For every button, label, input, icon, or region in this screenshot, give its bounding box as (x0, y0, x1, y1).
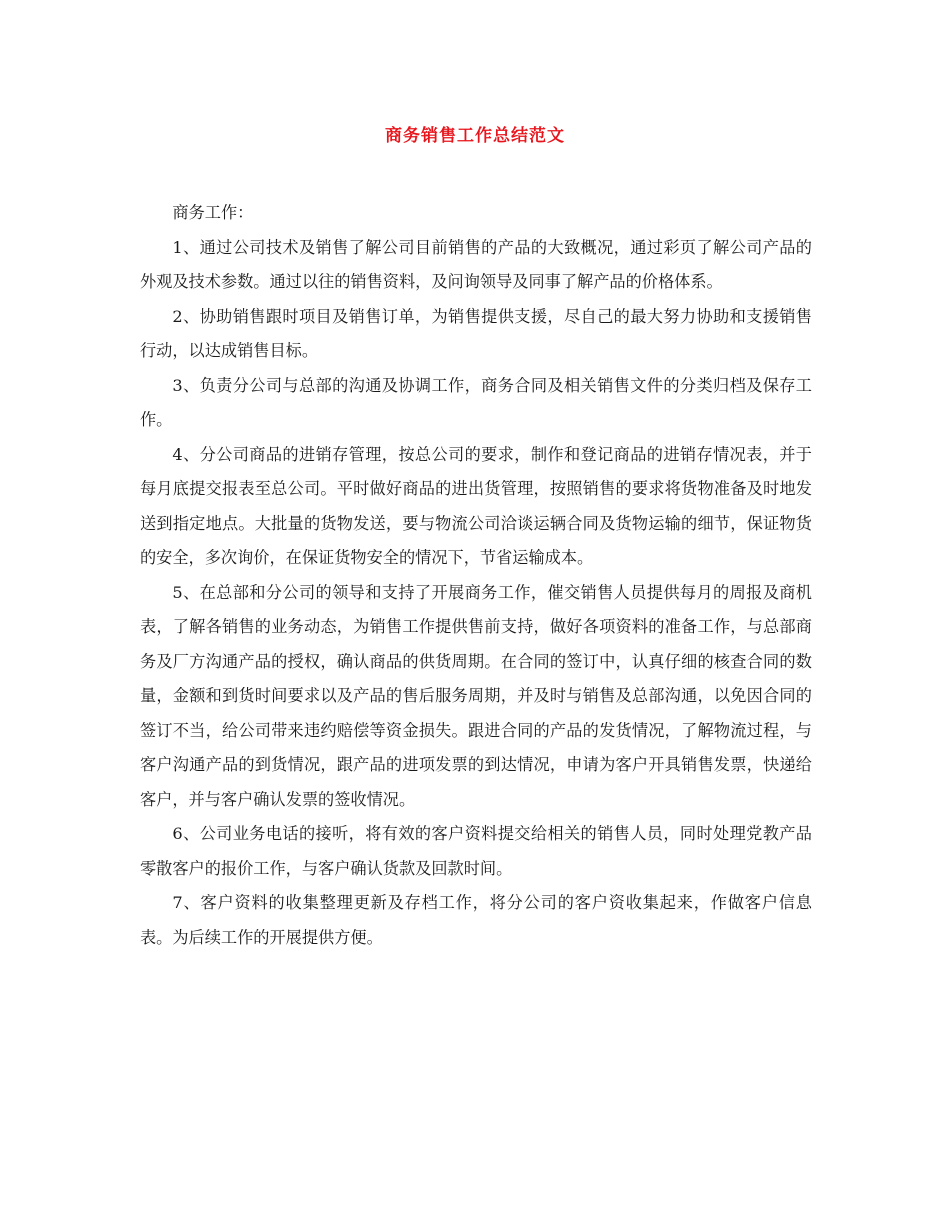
paragraph-1: 1、通过公司技术及销售了解公司目前销售的产品的大致概况，通过彩页了解公司产品的外观及技术参数。通过以往的销售资料，及问询领导及同事了解产品的价格体系。 (140, 237, 812, 291)
paragraph-7: 7、客户资料的收集整理更新及存档工作，将分公司的客户资收集起来，作做客户信息表。为后续工作的开展提供方便。 (140, 893, 812, 947)
paragraph-3: 3、负责分公司与总部的沟通及协调工作，商务合同及相关销售文件的分类归档及保存工作。 (140, 375, 812, 429)
section-heading: 商务工作： (172, 203, 254, 222)
paragraph-5: 5、在总部和分公司的领导和支持了开展商务工作，催交销售人员提供每月的周报及商机表，了解各销售的业务动态，为销售工作提供售前支持，做好各项资料的准备工作，与总部商务及厂方沟通产品的授权，确认商品的供货周期。在合同的签订中，认真仔细的核查合同的数量，金额和到货时间要求以及产品的售后服务周期，并及时与销售及总部沟通，以免因合同的签订不当，给公司带来违约赔偿等资金损失。跟进合同的产品的发货情况，了解物流过程，与客户沟通产品的到货情况，跟产品的进项发票的到达情况，申请为客户开具销售发票，快递给客户，并与客户确认发票的签收情况。 (140, 582, 812, 809)
document-title: 商务销售工作总结范文 (385, 126, 565, 146)
paragraph-2: 2、协助销售跟时项目及销售订单，为销售提供支援，尽自己的最大努力协助和支援销售行动，以达成销售目标。 (140, 306, 812, 360)
document-body (140, 196, 812, 955)
paragraph-4: 4、分公司商品的进销存管理，按总公司的要求，制作和登记商品的进销存情况表，并于每月底提交报表至总公司。平时做好商品的进出货管理，按照销售的要求将货物准备及时地发送到指定地点。大批量的货物发送，要与物流公司洽谈运辆合同及货物运输的细节，保证物货的安全，多次询价，在保证货物安全的情况下，节省运输成本。 (140, 444, 812, 567)
paragraph-6: 6、公司业务电话的接听，将有效的客户资料提交给相关的销售人员，同时处理党教产品零散客户的报价工作，与客户确认货款及回款时间。 (140, 824, 812, 878)
